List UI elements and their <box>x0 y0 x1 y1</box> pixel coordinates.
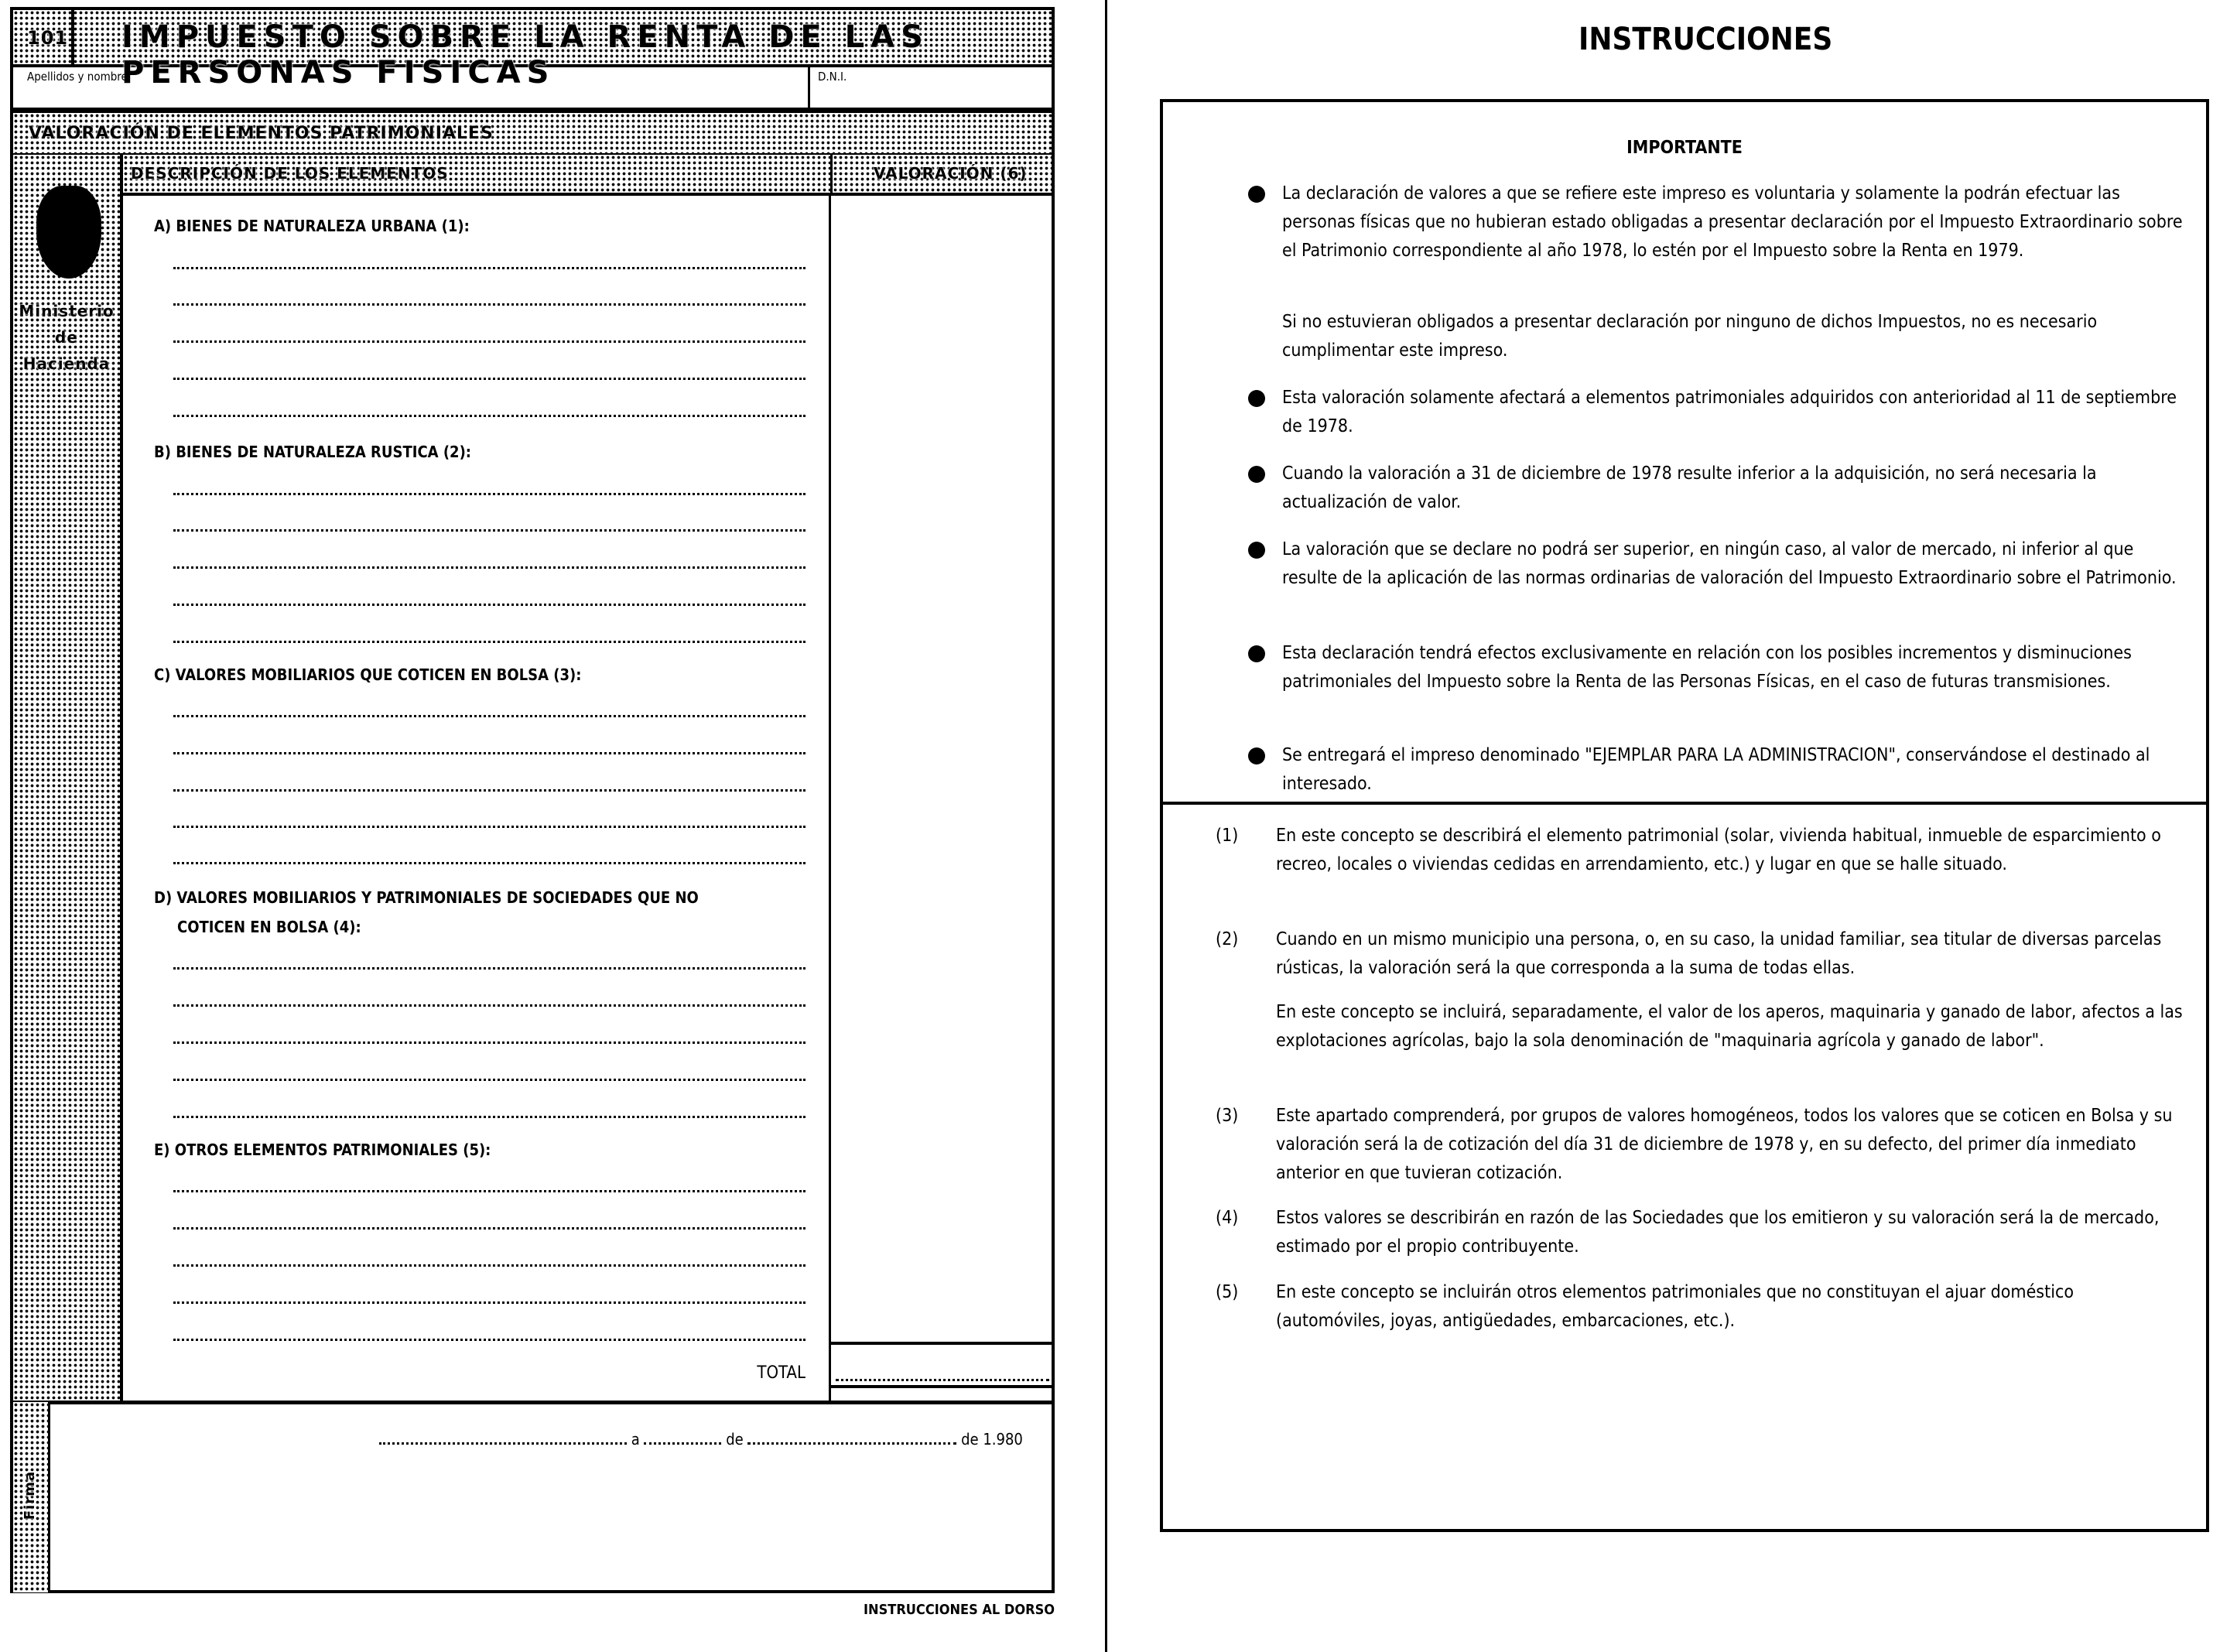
important-heading: IMPORTANTE <box>1626 138 1743 158</box>
section-b-label: B) BIENES DE NATURALEZA RUSTICA (2): <box>154 443 471 461</box>
line[interactable] <box>173 967 806 970</box>
page-divider <box>1105 0 1107 1652</box>
line[interactable] <box>173 715 806 717</box>
line[interactable] <box>173 1004 806 1007</box>
name-label: Apellidos y nombre <box>27 70 128 84</box>
section-a-label: A) BIENES DE NATURALEZA URBANA (1): <box>154 217 470 235</box>
form-code: 101 <box>27 27 69 49</box>
note-item: (4) Estos valores se describirán en razón de las Sociedades que los emitieron y su valoración será la de mercado, estimado por el propio contribuyente. <box>1216 1208 2160 1257</box>
date-year: de 1.980 <box>961 1430 1023 1448</box>
bullet-item: Si no estuvieran obligados a presentar declaración por ninguno de dichos Impuestos, no es necesario cumplimentar este impreso. <box>1282 312 2098 361</box>
description-area <box>123 195 831 1402</box>
ministry-line-1: Ministerio <box>19 302 115 320</box>
col-description: DESCRIPCIÓN DE LOS ELEMENTOS <box>131 164 449 183</box>
bullet-item: Esta valoración solamente afectará a elementos patrimoniales adquiridos con anterioridad al 11 de septiembre de 1978. <box>1282 384 2191 441</box>
bullet-item: Cuando la valoración a 31 de diciembre de 1978 resulte inferior a la adquisición, no será necesaria la actualización de valor. <box>1282 460 2191 517</box>
line[interactable] <box>173 1339 806 1341</box>
section-band <box>10 110 1055 156</box>
name-field[interactable] <box>21 85 802 105</box>
line[interactable] <box>173 752 806 754</box>
note-item: (2) Cuando en un mismo municipio una persona, o, en su caso, la unidad familiar, sea titular de diversas parcelas rústicas, la valoración será la que corresponda a la suma de todas ellas. <box>1216 929 2162 978</box>
bullet-icon <box>1248 645 1265 662</box>
instructions-title: INSTRUCCIONES <box>1579 22 1833 57</box>
section-d-label: D) VALORES MOBILIARIOS Y PATRIMONIALES DE SOCIEDADES QUE NO <box>154 888 699 907</box>
place-field[interactable] <box>379 1442 627 1445</box>
ministry-strip <box>10 155 123 1402</box>
signature-strip <box>10 1402 50 1592</box>
section-title: VALORACIÓN DE ELEMENTOS PATRIMONIALES <box>29 124 494 143</box>
line[interactable] <box>173 862 806 864</box>
total-field[interactable] <box>836 1379 1049 1381</box>
line[interactable] <box>173 1041 806 1044</box>
bullet-icon <box>1248 466 1265 483</box>
line[interactable] <box>173 415 806 417</box>
form-title: IMPUESTO SOBRE LA RENTA DE LAS PERSONAS FISICAS <box>121 19 929 91</box>
date-de: de <box>726 1430 744 1448</box>
ministry-line-3: Hacienda <box>22 354 111 373</box>
note-item: (5) En este concepto se incluirán otros elementos patrimoniales que no constituyan el ajuar doméstico (automóviles, joyas, antigüedades, embarcaciones, etc.). <box>1216 1282 2074 1331</box>
line[interactable] <box>173 1079 806 1081</box>
bullet-icon <box>1248 542 1265 559</box>
section-d-label-2: COTICEN EN BOLSA (4): <box>177 918 361 936</box>
signature-label: Firma <box>22 1470 39 1520</box>
line[interactable] <box>173 267 806 269</box>
column-header <box>123 155 1055 196</box>
section-e-label: E) OTROS ELEMENTOS PATRIMONIALES (5): <box>154 1141 491 1159</box>
line[interactable] <box>173 529 806 532</box>
line[interactable] <box>173 641 806 643</box>
bullet-icon <box>1248 390 1265 407</box>
note-item-continued: En este concepto se incluirá, separadamente, el valor de los aperos, maquinaria y ganado de labor, afectos a las explotaciones agrícolas, bajo la sola denominación de "maquinaria agrícola y ganado de labor". <box>1276 1002 2183 1051</box>
col-value: VALORACIÓN (6) <box>874 164 1028 183</box>
line[interactable] <box>173 1301 806 1304</box>
date-a: a <box>631 1430 640 1448</box>
bullet-item: Se entregará el impreso denominado "EJEMPLAR PARA LA ADMINISTRACION", conservándose el destinado al interesado. <box>1282 741 2191 799</box>
bullet-item: Esta declaración tendrá efectos exclusivamente en relación con los posibles incrementos y disminuciones patrimoniales del Impuesto sobre la Renta de las Personas Físicas, en el caso de futuras transmisiones. <box>1282 639 2191 696</box>
bullet-icon <box>1248 186 1265 203</box>
line[interactable] <box>173 340 806 343</box>
footer-note: INSTRUCCIONES AL DORSO <box>864 1602 1055 1618</box>
name-row <box>10 67 1055 111</box>
line[interactable] <box>173 826 806 828</box>
line[interactable] <box>173 1190 806 1192</box>
dni-field[interactable] <box>818 85 1042 105</box>
line[interactable] <box>173 1227 806 1230</box>
instructions-box <box>1160 99 2209 1532</box>
line[interactable] <box>173 1116 806 1118</box>
date-line <box>379 1430 1023 1448</box>
coat-of-arms-icon <box>36 186 101 279</box>
line[interactable] <box>173 566 806 569</box>
dni-label: D.N.I. <box>818 70 847 84</box>
ministry-line-2: de <box>55 328 78 347</box>
line[interactable] <box>173 493 806 495</box>
note-item: (1) En este concepto se describirá el elemento patrimonial (solar, vivienda habitual, inmueble de esparcimiento o recreo, locales o viviendas cedidas en arrendamiento, etc.) y lugar en que se halle situado. <box>1216 826 2161 874</box>
month-field[interactable] <box>747 1442 956 1445</box>
total-label: TOTAL <box>757 1363 806 1383</box>
section-c-label: C) VALORES MOBILIARIOS QUE COTICEN EN BOLSA (3): <box>154 665 582 684</box>
day-field[interactable] <box>644 1442 721 1445</box>
bullet-icon <box>1248 747 1265 764</box>
line[interactable] <box>173 604 806 606</box>
bullet-item: La valoración que se declare no podrá ser superior, en ningún caso, al valor de mercado, ni inferior al que resulte de la aplicación de las normas ordinarias de valoración del Impuesto Extraordinario sobre el Patrimonio. <box>1282 535 2191 593</box>
line[interactable] <box>173 303 806 306</box>
note-item: (3) Este apartado comprenderá, por grupos de valores homogéneos, todos los valores que se coticen en Bolsa y su valoración será la de cotización del día 31 de diciembre de 1978 y, en su defecto, del primer día inmediato anterior en que tuvieran cotización. <box>1216 1106 2173 1183</box>
line[interactable] <box>173 789 806 792</box>
bullet-item: La declaración de valores a que se refiere este impreso es voluntaria y solamente la podrán efectuar las personas físicas que no hubieran estado obligadas a presentar declaración por el Impuesto Extraordinario sobre el Patrimonio correspondiente al año 1978, lo estén por el Impuesto sobre la Renta en 1979. <box>1282 180 2191 265</box>
line[interactable] <box>173 1264 806 1267</box>
line[interactable] <box>173 378 806 380</box>
